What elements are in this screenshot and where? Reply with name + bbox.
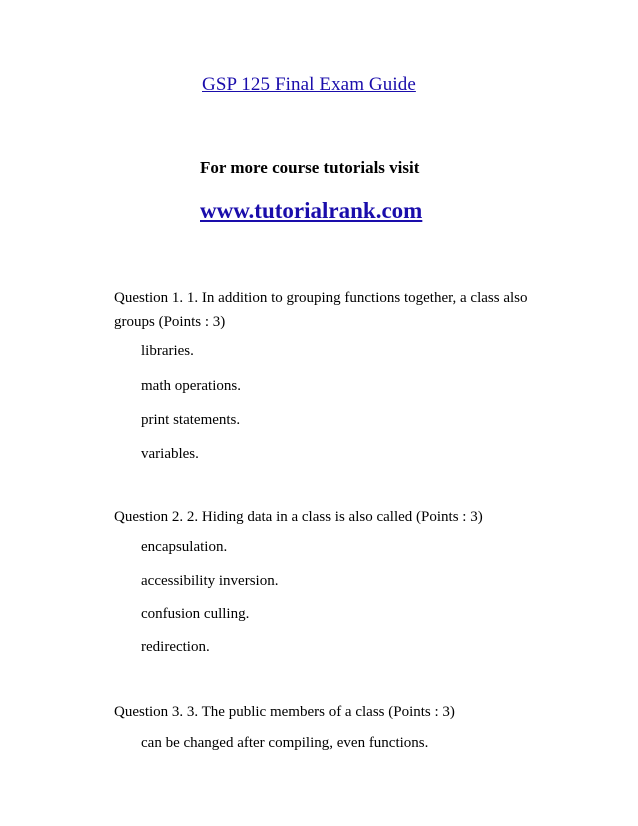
tutorials-heading: For more course tutorials visit bbox=[200, 158, 420, 177]
question-2-option-b: accessibility inversion. bbox=[141, 573, 279, 589]
question-3: Question 3. 3. The public members of a class (Points : 3) bbox=[114, 704, 455, 720]
question-1-option-d: variables. bbox=[141, 446, 199, 462]
question-1-option-a: libraries. bbox=[141, 343, 194, 359]
question-2: Question 2. 2. Hiding data in a class is also called (Points : 3) bbox=[114, 509, 483, 525]
question-3-option-a: can be changed after compiling, even functions. bbox=[141, 735, 429, 751]
question-2-option-a: encapsulation. bbox=[141, 539, 228, 555]
question-2-option-c: confusion culling. bbox=[141, 606, 250, 622]
question-2-option-d: redirection. bbox=[141, 639, 210, 655]
question-1: Question 1. 1. In addition to grouping functions together, a class also groups (Points : 3) bbox=[114, 290, 528, 330]
question-1-option-b: math operations. bbox=[141, 378, 241, 394]
question-1-option-c: print statements. bbox=[141, 412, 241, 428]
exam-guide-title-link[interactable]: GSP 125 Final Exam Guide bbox=[202, 74, 416, 95]
tutorialrank-link[interactable]: www.tutorialrank.com bbox=[200, 198, 423, 223]
